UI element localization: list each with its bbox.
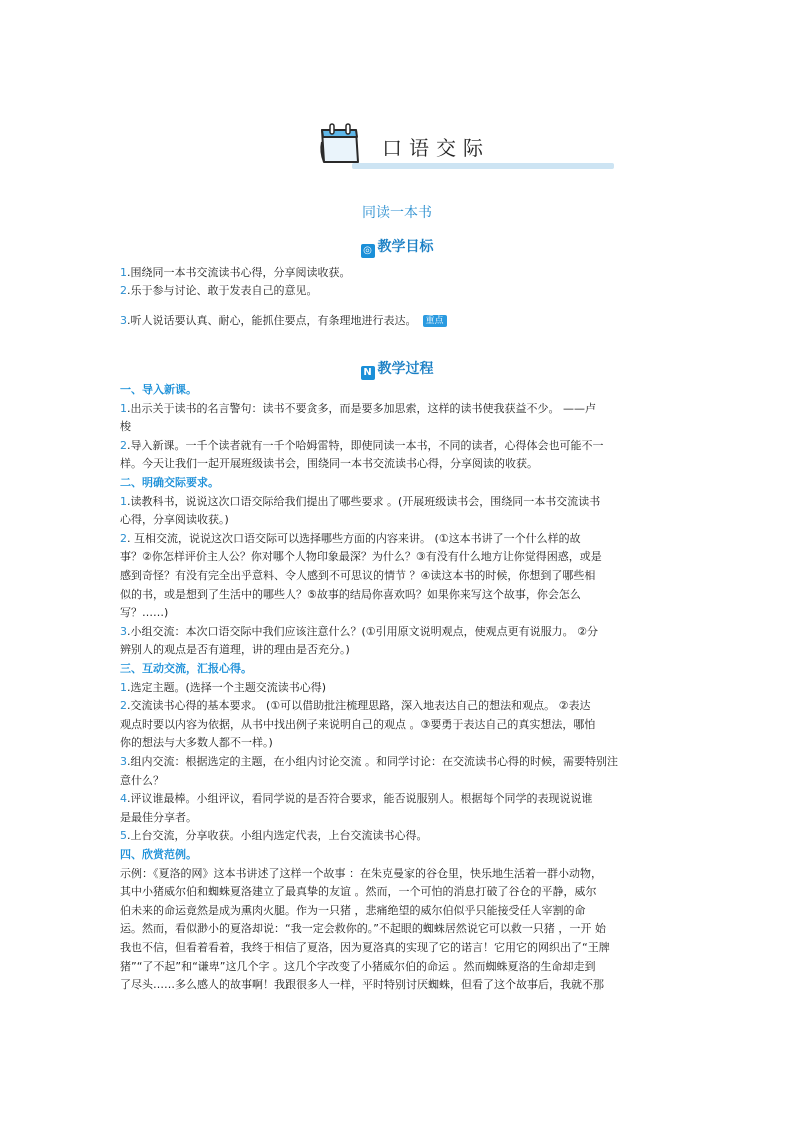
subsection-heading xyxy=(120,475,219,491)
line-text: 三、互动交流，汇报心得。 xyxy=(120,662,252,675)
calendar-icon xyxy=(316,122,364,166)
body-line xyxy=(120,642,350,658)
line-text: 写？……) xyxy=(120,606,169,620)
body-line xyxy=(120,754,618,770)
body-line xyxy=(120,791,593,807)
section-title: 口语交际 xyxy=(382,136,490,160)
item-number: 1 xyxy=(120,401,127,415)
body-line xyxy=(120,977,604,993)
body-line xyxy=(120,884,597,900)
line-text: .导入新课。一千个读者就有一千个哈姆雷特，即使同读一本书，不同的读者，心得体会也可能不一 xyxy=(127,438,604,452)
line-text: .评议谁最棒。小组评议，看同学说的是否符合要求，能否说服别人。根据每个同学的表现说说谁 xyxy=(127,792,593,806)
target-icon: ◎ xyxy=(361,244,375,258)
line-text: 意什么？ xyxy=(120,773,164,787)
line-text: 示例：《夏洛的网》这本书讲述了这样一个故事 ：在朱克曼家的谷仓里，快乐地生活着一群小动物， xyxy=(120,866,602,880)
header-underline xyxy=(352,163,614,169)
line-text: .小组交流：本次口语交际中我们应该注意什么？(①引用原文说明观点，使观点更有说服力。 ②分 xyxy=(127,624,599,638)
line-text: .出示关于读书的名言警句：读书不要贪多，而是要多加思索，这样的读书使我获益不少。 ——卢 xyxy=(127,401,596,415)
line-text: 观点时要以内容为依据，从书中找出例子来说明自己的观点 。③要勇于表达自己的真实想法，哪怕 xyxy=(120,717,596,731)
line-text: 了尽头……多么感人的故事啊！我跟很多人一样，平时特别讨厌蜘蛛，但看了这个故事后，我就不那 xyxy=(120,978,604,992)
line-text: .上台交流，分享收获。小组内选定代表，上台交流读书心得。 xyxy=(127,829,428,843)
goals-heading-text: 教学目标 xyxy=(377,239,434,255)
line-text: 二、明确交际要求。 xyxy=(120,476,219,489)
body-line xyxy=(120,940,610,956)
line-text: 似的书，或是想到了生活中的哪些人？⑤故事的结局你喜欢吗？如果你来写这个故事，你会怎么 xyxy=(120,587,581,601)
subsection-heading xyxy=(120,847,197,863)
line-text: 运。然而，看似渺小的夏洛却说：“我一定会救你的。”不起眼的蜘蛛居然说它可以救一只猪 ，一开 始 xyxy=(120,922,606,936)
line-text: 你的想法与大多数人都不一样。) xyxy=(120,736,273,750)
doc-title: 同读一本书 xyxy=(362,205,432,221)
line-text: 一、导入新课。 xyxy=(120,383,197,396)
line-text: .乐于参与讨论、敢于发表自己的意见。 xyxy=(127,284,318,297)
item-number: 3 xyxy=(120,314,127,327)
item-number: 5 xyxy=(120,829,127,843)
line-text: .读教科书，说说这次口语交际给我们提出了哪些要求 。(开展班级读书会，围绕同一本书交流读书 xyxy=(127,494,601,508)
process-heading-text: 教学过程 xyxy=(377,361,434,377)
goal-item xyxy=(120,283,318,299)
body-line xyxy=(120,903,586,919)
body-line xyxy=(120,959,595,975)
item-number: 2 xyxy=(120,699,127,713)
body-line xyxy=(120,810,197,826)
item-number: 2 xyxy=(120,284,127,297)
item-number: 4 xyxy=(120,792,127,806)
body-line xyxy=(120,735,273,751)
item-number: 1 xyxy=(120,680,127,694)
line-text: .选定主题。(选择一个主题交流读书心得) xyxy=(127,680,327,694)
goal-item xyxy=(120,265,351,281)
line-text: . 互相交流，说说这次口语交际可以选择哪些方面的内容来讲。 (①这本书讲了一个什么样的故 xyxy=(127,531,581,545)
key-point-badge: 重点 xyxy=(423,315,447,327)
item-number: 3 xyxy=(120,624,127,638)
body-line xyxy=(120,698,591,714)
line-text: 梭 xyxy=(120,420,131,434)
body-line xyxy=(120,512,229,528)
line-text: 辨别人的观点是否有道理，讲的理由是否充分。) xyxy=(120,643,350,657)
line-text: 心得，分享阅读收获。) xyxy=(120,513,229,527)
body-line xyxy=(120,624,598,640)
line-text: .交流读书心得的基本要求。 (①可以借助批注梳理思路，深入地表达自己的想法和观点。 ②表达 xyxy=(127,699,591,713)
line-text: .组内交流：根据选定的主题，在小组内讨论交流 。和同学讨论：在交流读书心得的时候，需要特别注 xyxy=(127,755,618,768)
body-line xyxy=(120,401,596,417)
body-line xyxy=(120,587,581,603)
body-line xyxy=(120,438,604,454)
body-line xyxy=(120,866,602,882)
body-line xyxy=(120,605,168,621)
goal-item xyxy=(120,313,447,329)
item-number: 3 xyxy=(120,755,127,768)
body-line xyxy=(120,717,595,733)
item-number: 1 xyxy=(120,494,127,508)
item-number: 2 xyxy=(120,438,127,452)
item-number: 1 xyxy=(120,266,127,279)
goals-heading xyxy=(0,236,794,258)
body-line xyxy=(120,773,164,789)
body-line xyxy=(120,494,600,510)
line-text: 是最佳分享者。 xyxy=(120,810,197,824)
body-line xyxy=(120,680,326,696)
body-line xyxy=(120,828,428,844)
process-heading xyxy=(0,358,794,380)
body-line xyxy=(120,549,602,565)
body-line xyxy=(120,456,538,472)
body-line xyxy=(120,568,595,584)
line-text: 事？②你怎样评价主人公？你对哪个人物印象最深？为什么？③有没有什么地方让你觉得困惑，或是 xyxy=(120,550,602,564)
line-text: 其中小猪威尔伯和蜘蛛夏洛建立了最真挚的友谊 。然而，一个可怕的消息打破了谷仓的平静，威尔 xyxy=(120,885,597,899)
line-text: 我也不信，但看着看着，我终于相信了夏洛，因为夏洛真的实现了它的诺言！它用它的网织出了“王牌 xyxy=(120,941,610,954)
body-line xyxy=(120,419,131,435)
body-line xyxy=(120,531,581,547)
page-header xyxy=(312,118,612,173)
subsection-heading xyxy=(120,661,252,677)
line-text: 猪”“了不起”和“谦卑”这几个字 。这几个字改变了小猪威尔伯的命运 。然而蜘蛛夏洛的生命却走到 xyxy=(120,959,596,973)
line-text: 感到奇怪？有没有完全出乎意料、令人感到不可思议的情节 ？④读这本书的时候，你想到了哪些相 xyxy=(120,569,596,582)
line-text: 样。今天让我们一起开展班级读书会，围绕同一本书交流读书心得，分享阅读的收获。 xyxy=(120,457,538,471)
line-text: 伯未来的命运竟然是成为熏肉火腿。作为一只猪 ，悲痛绝望的威尔伯似乎只能接受任人宰割的命 xyxy=(120,903,586,917)
subsection-heading xyxy=(120,382,197,398)
n-icon: N xyxy=(361,366,375,380)
line-text: 四、欣赏范例。 xyxy=(120,848,197,861)
line-text: .围绕同一本书交流读书心得，分享阅读收获。 xyxy=(127,266,351,279)
item-number: 2 xyxy=(120,531,127,545)
body-line xyxy=(120,921,606,937)
line-text: .听人说话要认真、耐心，能抓住要点，有条理地进行表达。 xyxy=(127,314,417,327)
